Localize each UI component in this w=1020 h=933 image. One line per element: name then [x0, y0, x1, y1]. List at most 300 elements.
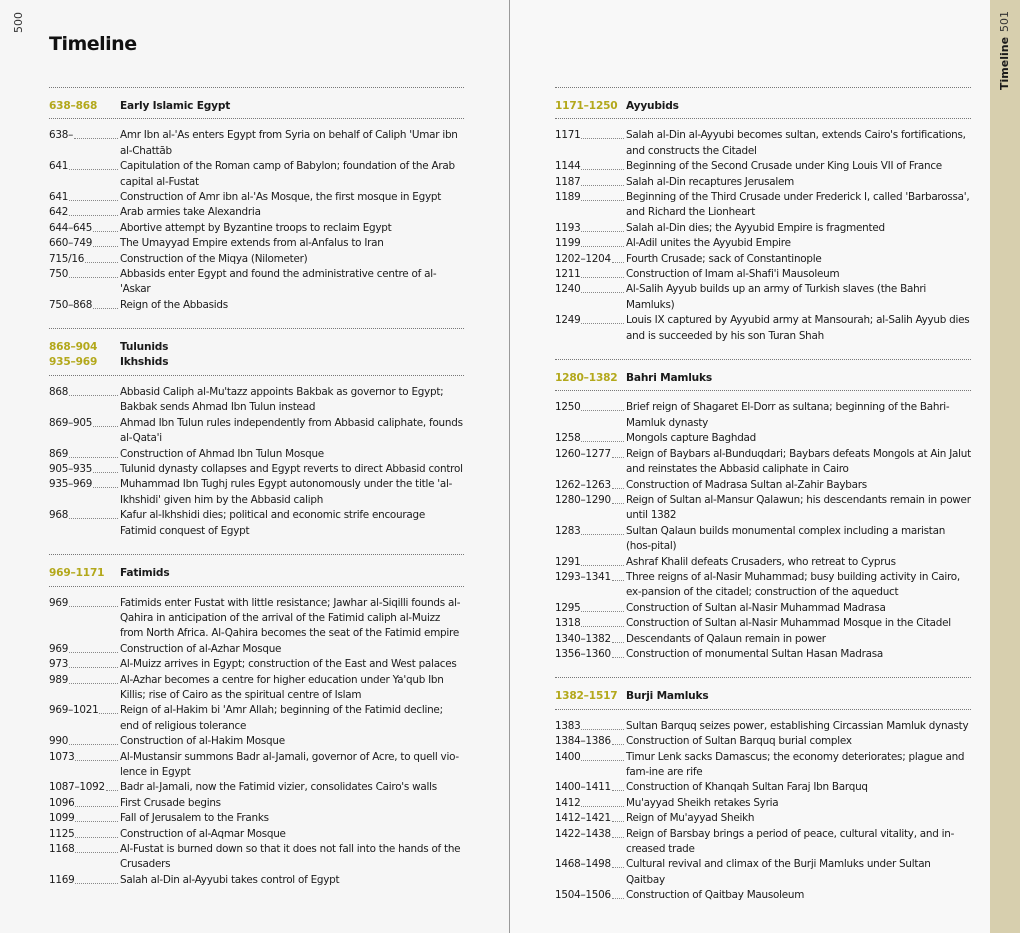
entry-date: [555, 811, 626, 826]
timeline-entry: [49, 447, 464, 462]
entry-date: [555, 857, 626, 888]
entry-date-text: 1262–1263: [555, 478, 611, 491]
entry-list: [49, 376, 464, 539]
timeline-entry: [49, 873, 464, 888]
timeline-entry: [555, 252, 971, 267]
timeline-entry: [49, 462, 464, 477]
period-row: [49, 339, 464, 354]
timeline-entry: [555, 400, 971, 431]
timeline-section: [555, 359, 971, 662]
entry-date-text: 1073: [49, 750, 75, 763]
timeline-entry: [555, 313, 971, 344]
page-gutter: [509, 0, 510, 933]
page-number-left: 500: [12, 12, 25, 33]
entry-date-text: 1280–1290: [555, 493, 611, 506]
section-header: [555, 678, 971, 708]
entry-text: Construction of Imam al-Shafi'i Mausoleum: [626, 268, 840, 281]
timeline-entry: [555, 647, 971, 662]
entry-date-text: 1283: [555, 524, 581, 537]
timeline-entry: [49, 298, 464, 313]
timeline-entry: [555, 431, 971, 446]
dot-leader: [581, 565, 624, 566]
timeline-entry: [555, 159, 971, 174]
timeline-entry: [555, 734, 971, 749]
entry-text: Arab armies take Alexandria: [120, 206, 261, 219]
dot-leader: [581, 292, 624, 293]
timeline-section: [49, 87, 464, 313]
entry-date: [555, 827, 626, 858]
entry-date-text: 641: [49, 191, 69, 204]
entry-text: Reign of Barsbay brings a period of peace, cultural vitality, and in-creased trade: [626, 827, 955, 856]
entry-date: [49, 873, 120, 888]
dot-leader: [581, 323, 624, 324]
timeline-entry: [49, 827, 464, 842]
entry-date-text: 1400: [555, 750, 581, 763]
side-tab: [990, 0, 1020, 933]
period-years: 638–868: [49, 99, 98, 112]
entry-date: [555, 555, 626, 570]
right-column: [555, 87, 971, 919]
dot-leader: [612, 457, 624, 458]
dot-leader: [581, 806, 624, 807]
period-name: Early Islamic Egypt: [120, 99, 231, 112]
dot-leader: [612, 744, 624, 745]
entry-date: [49, 734, 120, 749]
entry-date-text: 1193: [555, 221, 581, 234]
page-title: Timeline: [49, 33, 137, 55]
entry-date-text: 1199: [555, 237, 581, 250]
entry-text: Beginning of the Second Crusade under King Louis VII of France: [626, 160, 942, 173]
period-years: 1280–1382: [555, 371, 618, 384]
entry-text: Construction of Madrasa Sultan al-Zahir Baybars: [626, 478, 867, 491]
entry-date-text: 1260–1277: [555, 447, 611, 460]
period-years: 1171–1250: [555, 99, 618, 112]
dot-leader: [581, 534, 624, 535]
entry-date-text: 1189: [555, 191, 581, 204]
timeline-entry: [49, 673, 464, 704]
dot-leader: [69, 215, 118, 216]
dot-leader: [99, 713, 118, 714]
entry-date: [49, 267, 120, 298]
period-row: [555, 98, 971, 113]
period-years: 868–904: [49, 340, 98, 353]
entry-date: [49, 827, 120, 842]
entry-date-text: 968: [49, 509, 69, 522]
timeline-entry: [49, 267, 464, 298]
timeline-entry: [555, 888, 971, 903]
timeline-entry: [555, 175, 971, 190]
dot-leader: [69, 744, 118, 745]
entry-date-text: 868: [49, 386, 69, 399]
timeline-entry: [49, 416, 464, 447]
dot-leader: [612, 262, 624, 263]
entry-text: Three reigns of al-Nasir Muhammad; busy building activity in Cairo, ex-pansion of the citadel; construction of the aqueduct: [626, 570, 960, 599]
entry-date: [555, 447, 626, 478]
timeline-entry: [49, 477, 464, 508]
entry-date-text: 969: [49, 596, 69, 609]
entry-date: [555, 431, 626, 446]
entry-date: [49, 508, 120, 539]
timeline-section: [555, 87, 971, 344]
entry-date: [555, 616, 626, 631]
entry-date-text: 1249: [555, 314, 581, 327]
timeline-entry: [49, 811, 464, 826]
timeline-section: [555, 677, 971, 903]
entry-date: [555, 647, 626, 662]
entry-date: [49, 780, 120, 795]
dot-leader: [75, 883, 118, 884]
entry-text: Construction of monumental Sultan Hasan Madrasa: [626, 647, 884, 660]
entry-date-text: 1099: [49, 812, 75, 825]
dot-leader: [581, 611, 624, 612]
timeline-entry: [555, 555, 971, 570]
entry-date: [49, 236, 120, 251]
section-header: [49, 88, 464, 118]
entry-date-text: 1291: [555, 555, 581, 568]
dot-leader: [93, 231, 118, 232]
entry-text: Construction of Ahmad Ibn Tulun Mosque: [120, 447, 324, 460]
entry-date-text: 1087–1092: [49, 781, 105, 794]
dot-leader: [612, 503, 624, 504]
entry-text: Capitulation of the Roman camp of Babylon; foundation of the Arab capital al-Fustat: [120, 160, 455, 188]
timeline-entry: [49, 657, 464, 672]
dot-leader: [93, 246, 118, 247]
dot-leader: [612, 580, 624, 581]
entry-text: Construction of Sultan al-Nasir Muhammad Madrasa: [626, 601, 886, 614]
timeline-entry: [49, 842, 464, 873]
entry-text: Ashraf Khalil defeats Crusaders, who retreat to Cyprus: [626, 555, 896, 568]
dot-leader: [581, 410, 624, 411]
timeline-entry: [49, 221, 464, 236]
entry-date: [555, 252, 626, 267]
entry-date-text: 1240: [555, 283, 581, 296]
dot-leader: [612, 821, 624, 822]
entry-text: First Crusade begins: [120, 796, 221, 809]
entry-text: Construction of al-Aqmar Mosque: [120, 827, 286, 840]
entry-text: Al-Adil unites the Ayyubid Empire: [626, 237, 791, 250]
period-name: Bahri Mamluks: [626, 371, 712, 384]
dot-leader: [612, 867, 624, 868]
entry-date-text: 644–645: [49, 221, 93, 234]
entry-text: Mu'ayyad Sheikh retakes Syria: [626, 796, 779, 809]
entry-text: Al-Mustansir summons Badr al-Jamali, governor of Acre, to quell vio-lence in Egypt: [120, 750, 459, 778]
dot-leader: [69, 667, 118, 668]
entry-date: [555, 750, 626, 781]
entry-date: [555, 159, 626, 174]
entry-date: [555, 719, 626, 734]
dot-leader: [581, 626, 624, 627]
timeline-entry: [49, 252, 464, 267]
entry-date: [555, 780, 626, 795]
entry-date-text: 935–969: [49, 478, 93, 491]
entry-date-text: 990: [49, 735, 69, 748]
entry-text: Salah al-Din dies; the Ayyubid Empire is fragmented: [626, 221, 885, 234]
period-name: Tulunids: [120, 340, 169, 353]
entry-text: Fatimids enter Fustat with little resistance; Jawhar al-Siqilli founds al-Qahira in anticipation of the arrival of the Fatimid caliph al-Muizz from North Africa. Al-Qahira becomes the seat of the Fatimid empire: [120, 596, 461, 640]
entry-date: [49, 673, 120, 704]
entry-text: Construction of Khanqah Sultan Faraj Ibn Barquq: [626, 781, 868, 794]
timeline-entry: [49, 236, 464, 251]
entry-text: Abortive attempt by Byzantine troops to reclaim Egypt: [120, 221, 392, 234]
entry-date: [49, 842, 120, 873]
entry-date-text: 1468–1498: [555, 858, 611, 871]
entry-text: Al-Fustat is burned down so that it does not fall into the hands of the Crusaders: [120, 843, 461, 871]
timeline-entry: [49, 385, 464, 416]
entry-date-text: 1293–1341: [555, 570, 611, 583]
timeline-entry: [49, 750, 464, 781]
timeline-entry: [49, 205, 464, 220]
timeline-entry: [555, 447, 971, 478]
entry-date: [49, 416, 120, 447]
timeline-entry: [555, 827, 971, 858]
entry-date: [555, 267, 626, 282]
entry-date: [49, 205, 120, 220]
entry-date-text: 973: [49, 658, 69, 671]
entry-date: [49, 477, 120, 508]
entry-date: [555, 601, 626, 616]
entry-text: The Umayyad Empire extends from al-Anfalus to Iran: [120, 237, 384, 250]
entry-date-text: 1169: [49, 873, 75, 886]
entry-date-text: 1412–1421: [555, 812, 611, 825]
entry-date-text: 1168: [49, 843, 75, 855]
timeline-section: [49, 328, 464, 539]
timeline-entry: [555, 524, 971, 555]
timeline-entry: [555, 780, 971, 795]
entry-text: Sultan Barquq seizes power, establishing Circassian Mamluk dynasty: [626, 719, 969, 732]
entry-text: Reign of Baybars al-Bunduqdari; Baybars defeats Mongols at Ain Jalut and reinstates the Abbasid caliphate in Cairo: [626, 447, 971, 476]
dot-leader: [75, 821, 118, 822]
entry-list: [49, 119, 464, 313]
dot-leader: [69, 169, 118, 170]
timeline-entry: [555, 128, 971, 159]
entry-date-text: 869–905: [49, 416, 93, 429]
entry-date-text: 1096: [49, 796, 75, 809]
dot-leader: [612, 837, 624, 838]
entry-date-text: 1340–1382: [555, 632, 611, 645]
entry-date: [555, 128, 626, 159]
timeline-entry: [555, 221, 971, 236]
entry-date: [49, 750, 120, 781]
entry-text: Construction of Amr ibn al-'As Mosque, the first mosque in Egypt: [120, 191, 442, 204]
timeline-entry: [49, 703, 464, 734]
entry-date-text: 1258: [555, 432, 581, 445]
entry-text: Construction of Sultan Barquq burial complex: [626, 735, 852, 748]
entry-date: [49, 447, 120, 462]
dot-leader: [612, 898, 624, 899]
entry-text: Construction of al-Azhar Mosque: [120, 642, 282, 655]
entry-text: Ahmad Ibn Tulun rules independently from Abbasid caliphate, founds al-Qata'i: [120, 416, 463, 445]
dot-leader: [612, 790, 624, 791]
entry-text: Abbasid Caliph al-Mu'tazz appoints Bakbak as governor to Egypt; Bakbak sends Ahmad Ibn Tulun instead: [120, 386, 444, 414]
entry-date-text: 750: [49, 268, 69, 281]
entry-date: [555, 888, 626, 903]
entry-date-text: 638–: [49, 129, 74, 142]
period-name: Ayyubids: [626, 99, 679, 112]
section-header: [555, 88, 971, 118]
period-name: Ikhshids: [120, 356, 169, 369]
timeline-entry: [555, 478, 971, 493]
entry-text: Al-Salih Ayyub builds up an army of Turkish slaves (the Bahri Mamluks): [626, 283, 927, 311]
entry-text: Beginning of the Third Crusade under Frederick I, called 'Barbarossa', and Richard the Lionheart: [626, 191, 970, 219]
entry-text: Salah al-Din recaptures Jerusalem: [626, 175, 795, 188]
entry-date-text: 750–868: [49, 298, 93, 311]
entry-text: Construction of al-Hakim Mosque: [120, 735, 285, 748]
period-row: [49, 355, 464, 370]
dot-leader: [69, 395, 118, 396]
entry-text: Badr al-Jamali, now the Fatimid vizier, consolidates Cairo's walls: [120, 781, 437, 794]
entry-date-text: 1412: [555, 796, 581, 809]
entry-text: Salah al-Din al-Ayyubi takes control of Egypt: [120, 873, 340, 886]
timeline-entry: [555, 236, 971, 251]
dot-leader: [581, 246, 624, 247]
entry-date: [555, 313, 626, 344]
entry-text: Reign of al-Hakim bi 'Amr Allah; beginning of the Fatimid decline; end of religious tolerance: [120, 704, 443, 732]
entry-date-text: 1504–1506: [555, 889, 611, 902]
timeline-entry: [555, 601, 971, 616]
timeline-entry: [555, 570, 971, 601]
entry-date-text: 641: [49, 160, 69, 173]
entry-text: Brief reign of Shagaret El-Dorr as sultana; beginning of the Bahri-Mamluk dynasty: [626, 401, 950, 429]
entry-date-text: 660–749: [49, 237, 93, 250]
entry-list: [555, 119, 971, 344]
entry-text: Al-Azhar becomes a centre for higher education under Ya'qub Ibn Killis; rise of Cairo as the spiritual centre of Islam: [120, 673, 444, 701]
dot-leader: [75, 837, 118, 838]
entry-text: Fourth Crusade; sack of Constantinople: [626, 252, 822, 265]
entry-date-text: 969: [49, 642, 69, 655]
entry-text: Construction of Sultan al-Nasir Muhammad Mosque in the Citadel: [626, 617, 951, 630]
dot-leader: [69, 200, 118, 201]
timeline-entry: [49, 780, 464, 795]
entry-date: [555, 175, 626, 190]
entry-list: [49, 587, 464, 889]
entry-date-text: 1384–1386: [555, 735, 611, 748]
entry-date-text: 989: [49, 673, 69, 686]
timeline-entry: [555, 282, 971, 313]
period-row: [555, 688, 971, 703]
period-name: Fatimids: [120, 566, 170, 579]
entry-date-text: 1125: [49, 827, 75, 840]
entry-date-text: 1422–1438: [555, 827, 611, 840]
period-years: 1382–1517: [555, 690, 618, 703]
timeline-entry: [555, 267, 971, 282]
dot-leader: [69, 277, 118, 278]
period-name: Burji Mamluks: [626, 690, 709, 703]
dot-leader: [74, 138, 118, 139]
entry-date-text: 1187: [555, 175, 581, 188]
entry-date: [555, 236, 626, 251]
entry-text: Sultan Qalaun builds monumental complex including a maristan (hos-pital): [626, 524, 946, 553]
entry-date-text: 1171: [555, 129, 581, 142]
entry-date: [49, 796, 120, 811]
dot-leader: [581, 200, 624, 201]
entry-date: [555, 570, 626, 601]
entry-date-text: 1144: [555, 160, 581, 173]
timeline-entry: [555, 632, 971, 647]
dot-leader: [612, 642, 624, 643]
dot-leader: [581, 729, 624, 730]
dot-leader: [93, 308, 118, 309]
dot-leader: [69, 457, 118, 458]
entry-text: Cultural revival and climax of the Burji Mamluks under Sultan Qaitbay: [626, 858, 931, 886]
entry-text: Louis IX captured by Ayyubid army at Mansourah; al-Salih Ayyub dies and is succeeded by his son Turan Shah: [626, 314, 970, 342]
entry-text: Amr Ibn al-'As enters Egypt from Syria on behalf of Caliph 'Umar ibn al-Chattāb: [120, 129, 458, 157]
dot-leader: [581, 277, 624, 278]
entry-date: [49, 252, 120, 267]
page-number-right: 501: [998, 11, 1011, 32]
timeline-entry: [555, 190, 971, 221]
entry-date: [49, 811, 120, 826]
period-row: [49, 98, 464, 113]
entry-date: [555, 221, 626, 236]
entry-date-text: 1250: [555, 401, 581, 414]
entry-date-text: 1383: [555, 719, 581, 732]
period-years: 969–1171: [49, 566, 105, 579]
entry-date: [555, 493, 626, 524]
side-tab-label: Timeline: [998, 36, 1011, 90]
dot-leader: [93, 426, 118, 427]
entry-date: [555, 478, 626, 493]
entry-date: [555, 796, 626, 811]
entry-date-text: 905–935: [49, 463, 93, 476]
dot-leader: [581, 441, 624, 442]
timeline-entry: [49, 596, 464, 642]
dot-leader: [612, 488, 624, 489]
period-row: [49, 565, 464, 580]
dot-leader: [581, 169, 624, 170]
section-header: [49, 555, 464, 585]
timeline-entry: [555, 493, 971, 524]
timeline-entry: [555, 750, 971, 781]
timeline-entry: [49, 796, 464, 811]
dot-leader: [93, 472, 118, 473]
period-row: [555, 370, 971, 385]
dot-leader: [93, 487, 118, 488]
entry-date: [555, 400, 626, 431]
timeline-entry: [49, 734, 464, 749]
entry-text: Fall of Jerusalem to the Franks: [120, 812, 269, 825]
entry-text: Construction of Qaitbay Mausoleum: [626, 889, 805, 902]
dot-leader: [106, 790, 118, 791]
entry-date-text: 1211: [555, 268, 581, 281]
entry-date: [49, 298, 120, 313]
entry-text: Reign of Sultan al-Mansur Qalawun; his descendants remain in power until 1382: [626, 493, 971, 522]
entry-date: [49, 657, 120, 672]
section-header: [49, 329, 464, 375]
entry-date: [49, 128, 120, 159]
entry-date: [555, 632, 626, 647]
dot-leader: [75, 760, 118, 761]
entry-date-text: 1295: [555, 601, 581, 614]
timeline-entry: [49, 159, 464, 190]
dot-leader: [69, 518, 118, 519]
period-years: 935–969: [49, 356, 98, 369]
timeline-entry: [49, 642, 464, 657]
entry-date-text: 642: [49, 206, 69, 219]
dot-leader: [581, 231, 624, 232]
entry-date: [49, 642, 120, 657]
timeline-entry: [555, 796, 971, 811]
entry-date-text: 715/16: [49, 252, 85, 265]
timeline-entry: [555, 719, 971, 734]
entry-date: [49, 190, 120, 205]
timeline-entry: [49, 190, 464, 205]
entry-text: Reign of Mu'ayyad Sheikh: [626, 812, 755, 825]
entry-text: Construction of the Miqya (Nilometer): [120, 252, 308, 265]
entry-text: Kafur al-Ikhshidi dies; political and economic strife encourage Fatimid conquest of Egypt: [120, 509, 425, 537]
left-column: [49, 87, 464, 903]
entry-date: [49, 703, 120, 734]
timeline-entry: [49, 508, 464, 539]
